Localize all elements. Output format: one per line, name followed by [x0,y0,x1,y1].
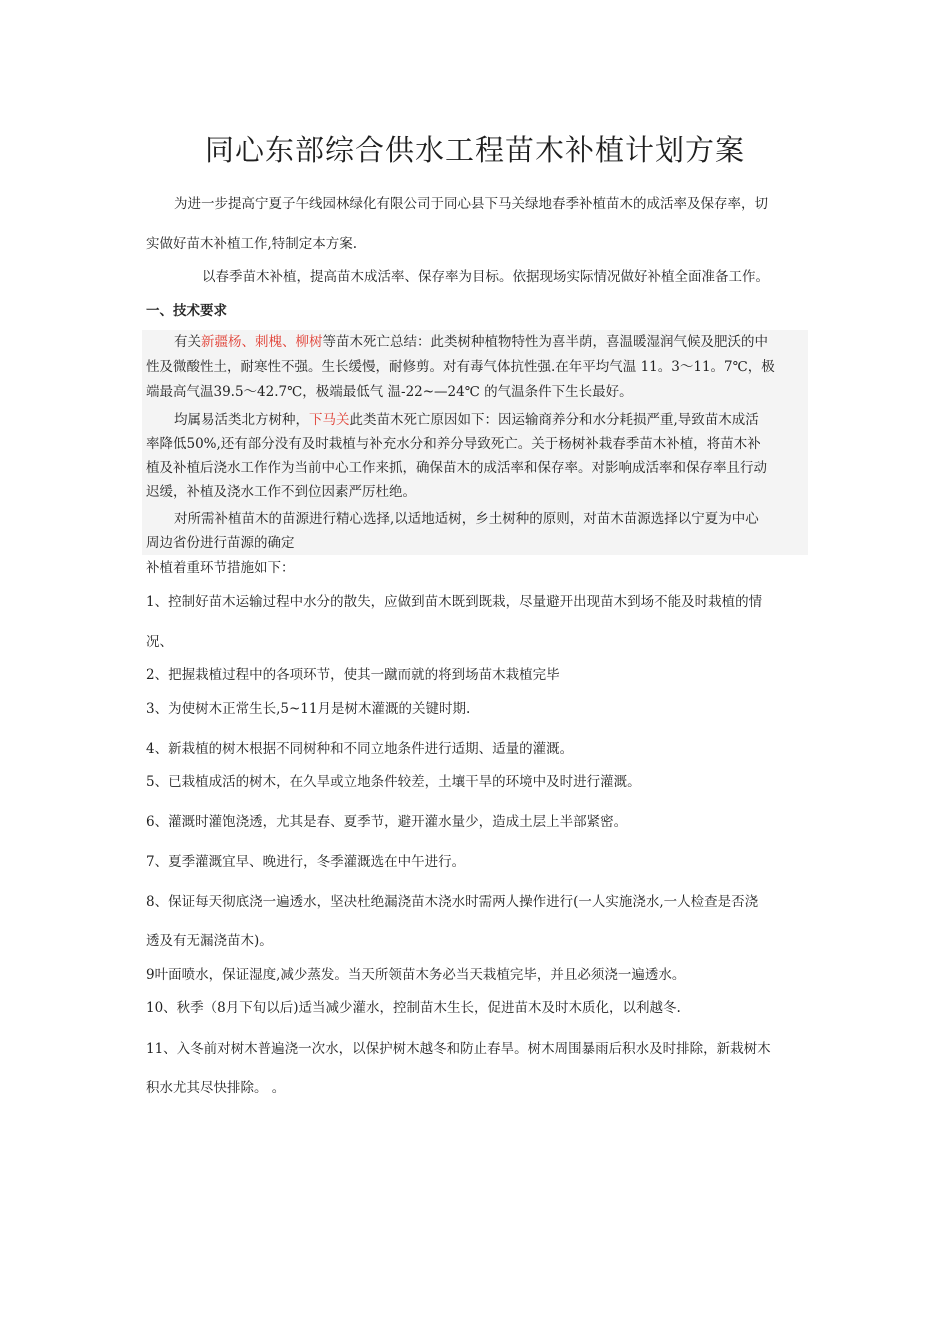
list-item-2: 2、把握栽植过程中的各项环节，使其一蹴而就的将到场苗木栽植完毕 [146,667,560,683]
list-item-3: 3、为使树木正常生长,5~11月是树木灌溉的关键时期. [146,701,471,717]
paragraph-1-line-1: 有关新疆杨、刺槐、柳树等苗木死亡总结：此类树种植物特性为喜半荫，喜温暖湿润气候及肥沃的中 [174,334,768,350]
list-item-11a: 11、入冬前对树木普遍浇一次水，以保护树木越冬和防止春旱。树木周围暴雨后积水及时排除，新栽树木 [146,1041,771,1057]
intro-line-2: 实做好苗木补植工作,特制定本方案. [146,236,358,252]
list-item-1a: 1、控制好苗木运输过程中水分的散失，应做到苗木既到既栽，尽量避开出现苗木到场不能及时栽植的情 [146,594,763,610]
list-item-8a: 8、保证每天彻底浇一遍透水，坚决杜绝漏浇苗木浇水时需两人操作进行(一人实施浇水,一人检查是否浇 [146,894,759,910]
highlight-tree-species: 新疆杨、刺槐、柳树 [201,334,323,350]
list-item-9: 9叶面喷水，保证湿度,减少蒸发。当天所领苗木务必当天栽植完毕，并且必须浇一遍透水。 [146,967,686,983]
paragraph-2-line-2: 率降低50%,还有部分没有及时栽植与补充水分和养分导致死亡。关于杨树补栽春季苗木补植，将苗木补 [146,436,761,452]
list-item-6: 6、灌溉时灌饱浇透，尤其是春、夏季节，避开灌水量少，造成土层上半部紧密。 [146,814,628,830]
paragraph-2-line-4: 迟缓，补植及浇水工作不到位因素严厉杜绝。 [146,484,416,500]
paragraph-3-line-1: 对所需补植苗木的苗源进行精心选择,以适地适树，乡土树种的原则，对苗木苗源选择以宁夏为中心 [174,511,759,527]
list-item-10: 10、秋季（8月下旬以后)适当减少灌水，控制苗木生长，促进苗木及时木质化，以利越冬. [146,1000,681,1016]
paragraph-2-line-1: 均属易活类北方树种，下马关此类苗木死亡原因如下：因运输商养分和水分耗损严重,导致苗木成活 [174,412,759,428]
section-heading-technical: 一、技术要求 [146,303,227,319]
highlight-location: 下马关 [309,412,350,428]
paragraph-3-line-2: 周边省份进行苗源的确定 [146,535,295,551]
paragraph-1-line-3: 端最高气温39.5～42.7℃，极端最低气 温-22~—24℃ 的气温条件下生长最好。 [146,384,633,400]
list-item-11b: 积水尤其尽快排除。 。 [146,1080,286,1096]
paragraph-1-line-2: 性及微酸性土，耐寒性不强。生长缓慢，耐修剪。对有毒气体抗性强.在年平均气温 11。3～11。7℃，极 [146,359,775,375]
list-item-5: 5、已栽植成活的树木，在久旱或立地条件较差，土壤干旱的环境中及时进行灌溉。 [146,774,641,790]
measures-intro: 补植着重环节措施如下： [146,560,295,576]
paragraph-2-line-3: 植及补植后浇水工作作为当前中心工作来抓，确保苗木的成活率和保存率。对影响成活率和保存率且行动 [146,460,767,476]
intro-line-1: 为进一步提高宁夏子午线园林绿化有限公司于同心县下马关绿地春季补植苗木的成活率及保存率，切 [174,196,768,212]
list-item-1b: 况、 [146,634,173,650]
document-title: 同心东部综合供水工程苗木补植计划方案 [204,133,745,167]
list-item-7: 7、夏季灌溉宜早、晚进行，冬季灌溉选在中午进行。 [146,854,466,870]
goal-paragraph: 以春季苗木补植，提高苗木成活率、保存率为目标。依据现场实际情况做好补植全面准备工作。 [202,269,769,285]
list-item-4: 4、新栽植的树木根据不同树种和不同立地条件进行适期、适量的灌溉。 [146,741,574,757]
list-item-8b: 透及有无漏浇苗木)。 [146,933,273,949]
